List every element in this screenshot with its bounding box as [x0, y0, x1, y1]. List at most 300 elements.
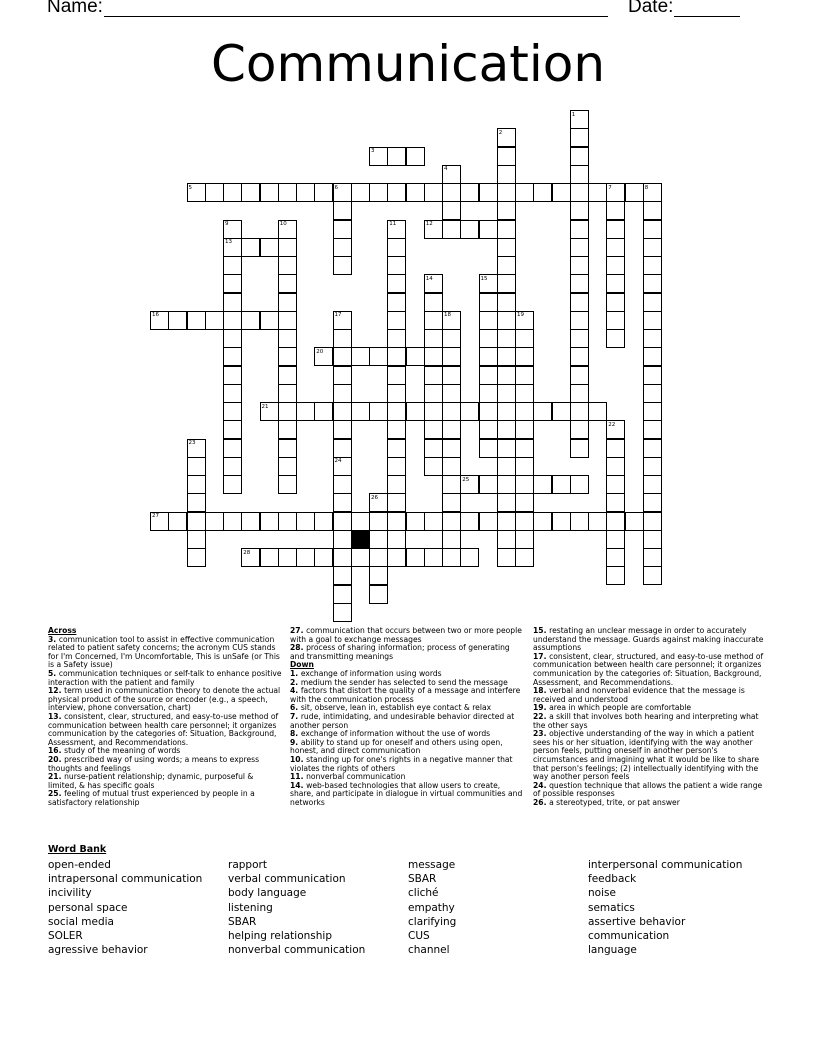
word-bank-item: feedback [588, 873, 637, 886]
crossword-cell[interactable] [643, 384, 662, 403]
crossword-cell[interactable] [552, 402, 571, 421]
crossword-cell[interactable] [278, 329, 297, 348]
crossword-cell[interactable] [442, 439, 461, 458]
crossword-cell[interactable] [533, 402, 552, 421]
crossword-cell[interactable] [570, 384, 589, 403]
crossword-cell[interactable] [296, 183, 315, 202]
crossword-cell[interactable] [333, 512, 352, 531]
crossword-cell[interactable] [606, 274, 625, 293]
crossword-cell[interactable] [497, 147, 516, 166]
crossword-cell[interactable] [333, 439, 352, 458]
crossword-cell[interactable] [625, 512, 644, 531]
crossword-cell[interactable] [223, 439, 242, 458]
crossword-cell[interactable] [223, 311, 242, 330]
crossword-cell[interactable] [515, 475, 534, 494]
crossword-cell[interactable] [424, 402, 443, 421]
crossword-cell[interactable] [278, 183, 297, 202]
crossword-cell[interactable] [497, 384, 516, 403]
crossword-cell[interactable] [606, 238, 625, 257]
crossword-cell[interactable] [570, 293, 589, 312]
crossword-cell[interactable] [533, 475, 552, 494]
crossword-cell[interactable] [241, 238, 260, 257]
crossword-cell[interactable] [497, 457, 516, 476]
down-heading: Down [290, 660, 314, 670]
crossword-cell[interactable] [223, 384, 242, 403]
crossword-cell[interactable] [205, 183, 224, 202]
crossword-cell[interactable] [369, 566, 388, 585]
crossword-cell[interactable] [406, 347, 425, 366]
crossword-cell[interactable] [424, 384, 443, 403]
crossword-cell[interactable] [588, 183, 607, 202]
crossword-cell[interactable] [588, 402, 607, 421]
word-bank-item: interpersonal communication [588, 859, 743, 871]
crossword-cell[interactable] [479, 475, 498, 494]
crossword-cell[interactable] [643, 256, 662, 275]
crossword-cell[interactable] [387, 548, 406, 567]
crossword-cell[interactable] [333, 566, 352, 585]
crossword-cell[interactable] [424, 366, 443, 385]
crossword-cell[interactable] [187, 548, 206, 567]
crossword-cell[interactable] [606, 256, 625, 275]
crossword-cell[interactable] [497, 293, 516, 312]
crossword-cell[interactable] [570, 439, 589, 458]
crossword-cell[interactable] [424, 183, 443, 202]
crossword-cell[interactable] [515, 183, 534, 202]
crossword-cell[interactable] [570, 165, 589, 184]
crossword-cell[interactable] [260, 548, 279, 567]
crossword-cell[interactable] [387, 439, 406, 458]
crossword-cell[interactable] [625, 183, 644, 202]
crossword-cell[interactable] [278, 475, 297, 494]
crossword-cell[interactable] [333, 548, 352, 567]
crossword-cell[interactable] [479, 220, 498, 239]
down-clue [533, 687, 769, 704]
crossword-cell[interactable] [570, 128, 589, 147]
crossword-cell[interactable] [643, 347, 662, 366]
crossword-cell[interactable] [588, 512, 607, 531]
crossword-cell[interactable] [497, 475, 516, 494]
word-bank-item: language [588, 944, 637, 957]
crossword-cell[interactable] [333, 329, 352, 348]
crossword-cell[interactable] [387, 512, 406, 531]
crossword-cell[interactable] [333, 493, 352, 512]
crossword-cell[interactable] [278, 366, 297, 385]
crossword-cell[interactable] [223, 183, 242, 202]
crossword-cell[interactable] [296, 548, 315, 567]
crossword-cell[interactable] [187, 457, 206, 476]
down-clue [290, 782, 526, 808]
crossword-cell[interactable] [533, 512, 552, 531]
crossword-cell[interactable] [387, 256, 406, 275]
crossword-cell[interactable] [570, 238, 589, 257]
crossword-cell[interactable] [333, 475, 352, 494]
crossword-cell[interactable] [442, 493, 461, 512]
crossword-cell[interactable] [442, 420, 461, 439]
crossword-cell[interactable] [643, 293, 662, 312]
crossword-cell[interactable] [424, 512, 443, 531]
crossword-cell[interactable] [406, 548, 425, 567]
crossword-cell[interactable] [223, 420, 242, 439]
crossword-cell[interactable] [387, 347, 406, 366]
crossword-cell[interactable] [497, 220, 516, 239]
clue-text: nurse-patient relationship; dynamic, purposeful & limited, & has specific goals [48, 772, 254, 790]
crossword-cell[interactable] [187, 530, 206, 549]
crossword-cell[interactable] [570, 366, 589, 385]
crossword-cell[interactable] [497, 201, 516, 220]
crossword-cell[interactable] [223, 256, 242, 275]
crossword-cell[interactable] [570, 256, 589, 275]
crossword-cell[interactable] [278, 420, 297, 439]
crossword-cell[interactable] [515, 366, 534, 385]
crossword-cell[interactable] [643, 457, 662, 476]
crossword-cell[interactable] [643, 274, 662, 293]
crossword-cell[interactable] [241, 512, 260, 531]
clue-number: 9 [225, 221, 229, 227]
crossword-cell[interactable] [442, 201, 461, 220]
crossword-cell[interactable] [314, 512, 333, 531]
crossword-cell[interactable] [205, 512, 224, 531]
clue-text: factors that distort the quality of a message and interfere with the communication process [290, 686, 521, 704]
crossword-cell[interactable] [260, 238, 279, 257]
crossword-cell[interactable] [278, 439, 297, 458]
crossword-cell[interactable] [241, 183, 260, 202]
crossword-cell[interactable] [606, 329, 625, 348]
crossword-cell[interactable] [168, 311, 187, 330]
crossword-cell[interactable] [333, 603, 352, 622]
crossword-cell[interactable] [387, 402, 406, 421]
crossword-cell[interactable] [643, 220, 662, 239]
crossword-cell[interactable] [424, 439, 443, 458]
crossword-cell[interactable] [497, 274, 516, 293]
clue-text: a skill that involves both hearing and interpreting what the other says [533, 711, 759, 730]
crossword-cell[interactable] [406, 147, 425, 166]
crossword-cell[interactable] [406, 512, 425, 531]
crossword-cell[interactable] [424, 548, 443, 567]
crossword-cell[interactable] [497, 420, 516, 439]
crossword-cell[interactable] [570, 347, 589, 366]
crossword-cell[interactable] [223, 274, 242, 293]
crossword-cell[interactable] [479, 366, 498, 385]
crossword-cell[interactable] [643, 530, 662, 549]
crossword-cell[interactable] [278, 311, 297, 330]
crossword-cell[interactable] [278, 274, 297, 293]
crossword-cell[interactable] [497, 165, 516, 184]
crossword-cell[interactable] [643, 512, 662, 531]
crossword-cell[interactable] [387, 475, 406, 494]
crossword-cell[interactable] [387, 183, 406, 202]
crossword-cell[interactable] [351, 512, 370, 531]
crossword-cell[interactable] [333, 238, 352, 257]
crossword-cell[interactable] [570, 329, 589, 348]
crossword-cell[interactable] [187, 311, 206, 330]
crossword-cell[interactable] [515, 548, 534, 567]
crossword-cell[interactable] [479, 347, 498, 366]
crossword-cell[interactable] [387, 366, 406, 385]
crossword-cell[interactable] [460, 512, 479, 531]
crossword-cell[interactable] [333, 402, 352, 421]
crossword-cell[interactable] [643, 329, 662, 348]
crossword-cell[interactable] [442, 530, 461, 549]
crossword-cell[interactable] [333, 420, 352, 439]
crossword-cell[interactable] [424, 311, 443, 330]
crossword-cell[interactable] [223, 347, 242, 366]
crossword-cell[interactable] [460, 548, 479, 567]
crossword-cell[interactable] [369, 512, 388, 531]
crossword-cell[interactable] [187, 493, 206, 512]
crossword-cell[interactable] [643, 493, 662, 512]
crossword-cell[interactable] [442, 384, 461, 403]
crossword-cell[interactable] [387, 147, 406, 166]
crossword-cell[interactable] [442, 220, 461, 239]
crossword-cell[interactable] [497, 402, 516, 421]
clue-number: 17 [334, 312, 342, 319]
crossword-cell[interactable] [223, 402, 242, 421]
crossword-cell[interactable] [497, 183, 516, 202]
crossword-cell[interactable] [223, 457, 242, 476]
word-bank-item: cliché [408, 887, 439, 900]
crossword-cell[interactable] [643, 439, 662, 458]
crossword-cell[interactable] [606, 512, 625, 531]
crossword-cell[interactable] [333, 347, 352, 366]
crossword-cell[interactable] [333, 366, 352, 385]
crossword-cell[interactable] [515, 347, 534, 366]
crossword-cell[interactable] [643, 566, 662, 585]
crossword-cell[interactable] [606, 311, 625, 330]
crossword-cell[interactable] [570, 420, 589, 439]
crossword-cell[interactable] [643, 366, 662, 385]
crossword-cell[interactable] [479, 512, 498, 531]
crossword-cell[interactable] [570, 147, 589, 166]
crossword-cell[interactable] [351, 183, 370, 202]
crossword-cell[interactable] [606, 439, 625, 458]
crossword-cell[interactable] [406, 402, 425, 421]
crossword-cell[interactable] [497, 548, 516, 567]
crossword-cell[interactable] [187, 475, 206, 494]
crossword-cell[interactable] [223, 512, 242, 531]
crossword-cell[interactable] [424, 329, 443, 348]
crossword-cell[interactable] [351, 347, 370, 366]
down-clue [290, 756, 526, 773]
word-bank-item: empathy [408, 901, 455, 914]
crossword-cell[interactable] [497, 366, 516, 385]
crossword-cell[interactable] [278, 548, 297, 567]
crossword-cell[interactable] [570, 475, 589, 494]
crossword-cell[interactable] [570, 220, 589, 239]
crossword-cell[interactable] [479, 183, 498, 202]
clue-label: 1. [290, 668, 301, 678]
crossword-cell[interactable] [369, 585, 388, 604]
crossword-cell[interactable] [606, 566, 625, 585]
crossword-cell[interactable] [515, 457, 534, 476]
crossword-cell[interactable] [223, 329, 242, 348]
crossword-cell[interactable] [387, 420, 406, 439]
crossword-cell[interactable] [479, 311, 498, 330]
crossword-cell[interactable] [442, 457, 461, 476]
crossword-cell[interactable] [278, 256, 297, 275]
crossword-cell[interactable] [570, 402, 589, 421]
crossword-cell[interactable] [643, 201, 662, 220]
crossword-cell[interactable] [387, 293, 406, 312]
crossword-cell[interactable] [241, 311, 260, 330]
crossword-cell[interactable] [497, 512, 516, 531]
crossword-cell[interactable] [606, 548, 625, 567]
crossword-cell[interactable] [260, 311, 279, 330]
crossword-cell[interactable] [168, 512, 187, 531]
crossword-cell[interactable] [424, 420, 443, 439]
crossword-cell[interactable] [552, 512, 571, 531]
crossword-cell[interactable] [442, 329, 461, 348]
crossword-cell[interactable] [515, 402, 534, 421]
crossword-cell[interactable] [442, 402, 461, 421]
crossword-cell[interactable] [387, 238, 406, 257]
crossword-cell[interactable] [497, 493, 516, 512]
crossword-cell[interactable] [424, 293, 443, 312]
crossword-cell[interactable] [570, 311, 589, 330]
crossword-cell[interactable] [333, 530, 352, 549]
crossword-cell[interactable] [442, 366, 461, 385]
crossword-cell[interactable] [296, 512, 315, 531]
crossword-cell[interactable] [333, 220, 352, 239]
crossword-cell[interactable] [442, 475, 461, 494]
crossword-cell[interactable] [223, 475, 242, 494]
crossword-cell[interactable] [278, 457, 297, 476]
crossword-cell[interactable] [387, 329, 406, 348]
crossword-cell[interactable] [570, 274, 589, 293]
crossword-cell[interactable] [515, 493, 534, 512]
crossword-cell[interactable] [387, 493, 406, 512]
crossword-cell[interactable] [369, 347, 388, 366]
clue-number: 12 [425, 221, 433, 227]
crossword-cell[interactable] [387, 530, 406, 549]
crossword-cell[interactable] [278, 238, 297, 257]
crossword-cell[interactable] [606, 475, 625, 494]
crossword-cell[interactable] [387, 311, 406, 330]
crossword-cell[interactable] [387, 384, 406, 403]
crossword-cell[interactable] [515, 329, 534, 348]
crossword-cell[interactable] [515, 439, 534, 458]
clue-number: 27 [152, 513, 159, 519]
crossword-cell[interactable] [515, 384, 534, 403]
crossword-cell[interactable] [479, 402, 498, 421]
crossword-cell[interactable] [497, 347, 516, 366]
word-bank-column-3 [408, 858, 588, 957]
crossword-cell[interactable] [387, 457, 406, 476]
crossword-cell[interactable] [606, 220, 625, 239]
crossword-cell[interactable] [333, 585, 352, 604]
crossword-cell[interactable] [570, 201, 589, 220]
crossword-cell[interactable] [369, 530, 388, 549]
crossword-cell[interactable] [606, 493, 625, 512]
crossword-cell[interactable] [479, 439, 498, 458]
crossword-cell[interactable] [442, 347, 461, 366]
date-label: Date: [628, 0, 679, 17]
crossword-cell[interactable] [606, 201, 625, 220]
crossword-cell[interactable] [479, 420, 498, 439]
crossword-cell[interactable] [260, 512, 279, 531]
crossword-cell[interactable] [497, 311, 516, 330]
clue-text: exchange of information without the use of words [300, 729, 491, 739]
crossword-cell[interactable] [460, 183, 479, 202]
crossword-cell[interactable] [643, 238, 662, 257]
crossword-cell[interactable] [643, 311, 662, 330]
crossword-cell[interactable] [479, 293, 498, 312]
clue-label: 19. [533, 703, 550, 713]
crossword-cell[interactable] [606, 457, 625, 476]
crossword-cell[interactable] [606, 530, 625, 549]
crossword-cell[interactable] [333, 256, 352, 275]
crossword-cell[interactable] [515, 530, 534, 549]
crossword-cell[interactable] [278, 512, 297, 531]
crossword-cell[interactable] [387, 274, 406, 293]
crossword-cell[interactable] [515, 420, 534, 439]
crossword-cell[interactable] [442, 183, 461, 202]
crossword-cell[interactable] [570, 512, 589, 531]
word-bank-item: sematics [588, 901, 635, 914]
crossword-cell[interactable] [424, 347, 443, 366]
crossword-cell[interactable] [314, 183, 333, 202]
crossword-cell[interactable] [296, 402, 315, 421]
crossword-cell[interactable] [460, 402, 479, 421]
crossword-cell[interactable] [223, 293, 242, 312]
crossword-cell[interactable] [497, 530, 516, 549]
clue-text: standing up for one's rights in a negative manner that violates the rights of others [290, 754, 513, 773]
crossword-cell[interactable] [533, 183, 552, 202]
crossword-cell[interactable] [351, 548, 370, 567]
crossword-cell[interactable] [278, 293, 297, 312]
crossword-cell[interactable] [424, 457, 443, 476]
crossword-cell[interactable] [442, 512, 461, 531]
clue-text: medium the sender has selected to send the message [300, 677, 508, 687]
across-clue [290, 644, 526, 661]
crossword-cell[interactable] [552, 183, 571, 202]
crossword-cell[interactable] [278, 402, 297, 421]
crossword-cell[interactable] [369, 548, 388, 567]
crossword-cell[interactable] [333, 384, 352, 403]
crossword-cell[interactable] [314, 548, 333, 567]
crossword-cell[interactable] [643, 475, 662, 494]
crossword-cell[interactable] [643, 548, 662, 567]
crossword-cell[interactable] [187, 512, 206, 531]
crossword-cell[interactable] [278, 384, 297, 403]
crossword-cell[interactable] [479, 384, 498, 403]
crossword-cell[interactable] [442, 548, 461, 567]
crossword-cell[interactable] [570, 183, 589, 202]
crossword-cell[interactable] [552, 475, 571, 494]
crossword-cell[interactable] [223, 366, 242, 385]
crossword-cell[interactable] [260, 183, 279, 202]
crossword-cell[interactable] [406, 183, 425, 202]
crossword-cell[interactable] [369, 402, 388, 421]
crossword-cell[interactable] [643, 420, 662, 439]
crossword-cell[interactable] [497, 329, 516, 348]
crossword-cell[interactable] [606, 293, 625, 312]
crossword-cell[interactable] [351, 402, 370, 421]
crossword-cell[interactable] [479, 329, 498, 348]
crossword-cell[interactable] [314, 402, 333, 421]
crossword-cell[interactable] [643, 402, 662, 421]
crossword-cell[interactable] [515, 512, 534, 531]
crossword-cell[interactable] [369, 183, 388, 202]
crossword-cell[interactable] [460, 220, 479, 239]
crossword-cell[interactable] [497, 256, 516, 275]
crossword-cell[interactable] [205, 311, 224, 330]
crossword-cell[interactable] [497, 238, 516, 257]
crossword-cell[interactable] [333, 201, 352, 220]
crossword-cell[interactable] [278, 347, 297, 366]
crossword-cell[interactable] [497, 439, 516, 458]
word-bank-item: nonverbal communication [228, 944, 366, 957]
clue-label: 17. [533, 651, 550, 661]
